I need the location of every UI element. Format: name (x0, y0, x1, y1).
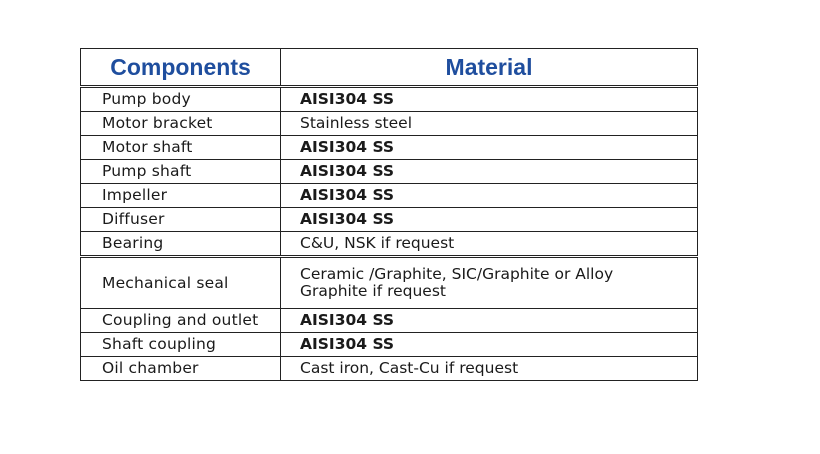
material-cell: Stainless steel (281, 112, 698, 136)
table-row (81, 160, 698, 184)
table-row (81, 136, 698, 160)
component-cell: Oil chamber (81, 357, 281, 381)
table-row (81, 257, 698, 309)
table-row (81, 112, 698, 136)
component-cell: Impeller (81, 184, 281, 208)
material-line-1: Ceramic /Graphite, SIC/Graphite or Alloy (300, 265, 614, 283)
material-cell: C&U, NSK if request (281, 232, 698, 257)
component-cell: Motor bracket (81, 112, 281, 136)
components-header: Components (81, 49, 281, 87)
component-cell: Mechanical seal (81, 257, 281, 309)
table-row (81, 208, 698, 232)
material-cell: AISI304 SS (281, 136, 698, 160)
material-cell: Cast iron, Cast-Cu if request (281, 357, 698, 381)
table-row (81, 87, 698, 112)
component-cell: Bearing (81, 232, 281, 257)
material-cell: AISI304 SS (281, 333, 698, 357)
component-cell: Pump shaft (81, 160, 281, 184)
material-cell: AISI304 SS (281, 208, 698, 232)
components-material-table (80, 48, 697, 381)
table-header-row (81, 49, 698, 87)
component-cell: Pump body (81, 87, 281, 112)
material-cell: AISI304 SS (281, 184, 698, 208)
material-cell: AISI304 SS (281, 309, 698, 333)
material-header: Material (281, 49, 698, 87)
table-row (81, 357, 698, 381)
material-line-2: Graphite if request (300, 282, 447, 300)
table-row (81, 309, 698, 333)
table-row (81, 184, 698, 208)
spec-table (80, 48, 698, 381)
component-cell: Motor shaft (81, 136, 281, 160)
material-cell: AISI304 SS (281, 87, 698, 112)
material-cell (281, 257, 698, 309)
table-row (81, 333, 698, 357)
table-row (81, 232, 698, 257)
component-cell: Diffuser (81, 208, 281, 232)
material-cell: AISI304 SS (281, 160, 698, 184)
component-cell: Shaft coupling (81, 333, 281, 357)
component-cell: Coupling and outlet (81, 309, 281, 333)
